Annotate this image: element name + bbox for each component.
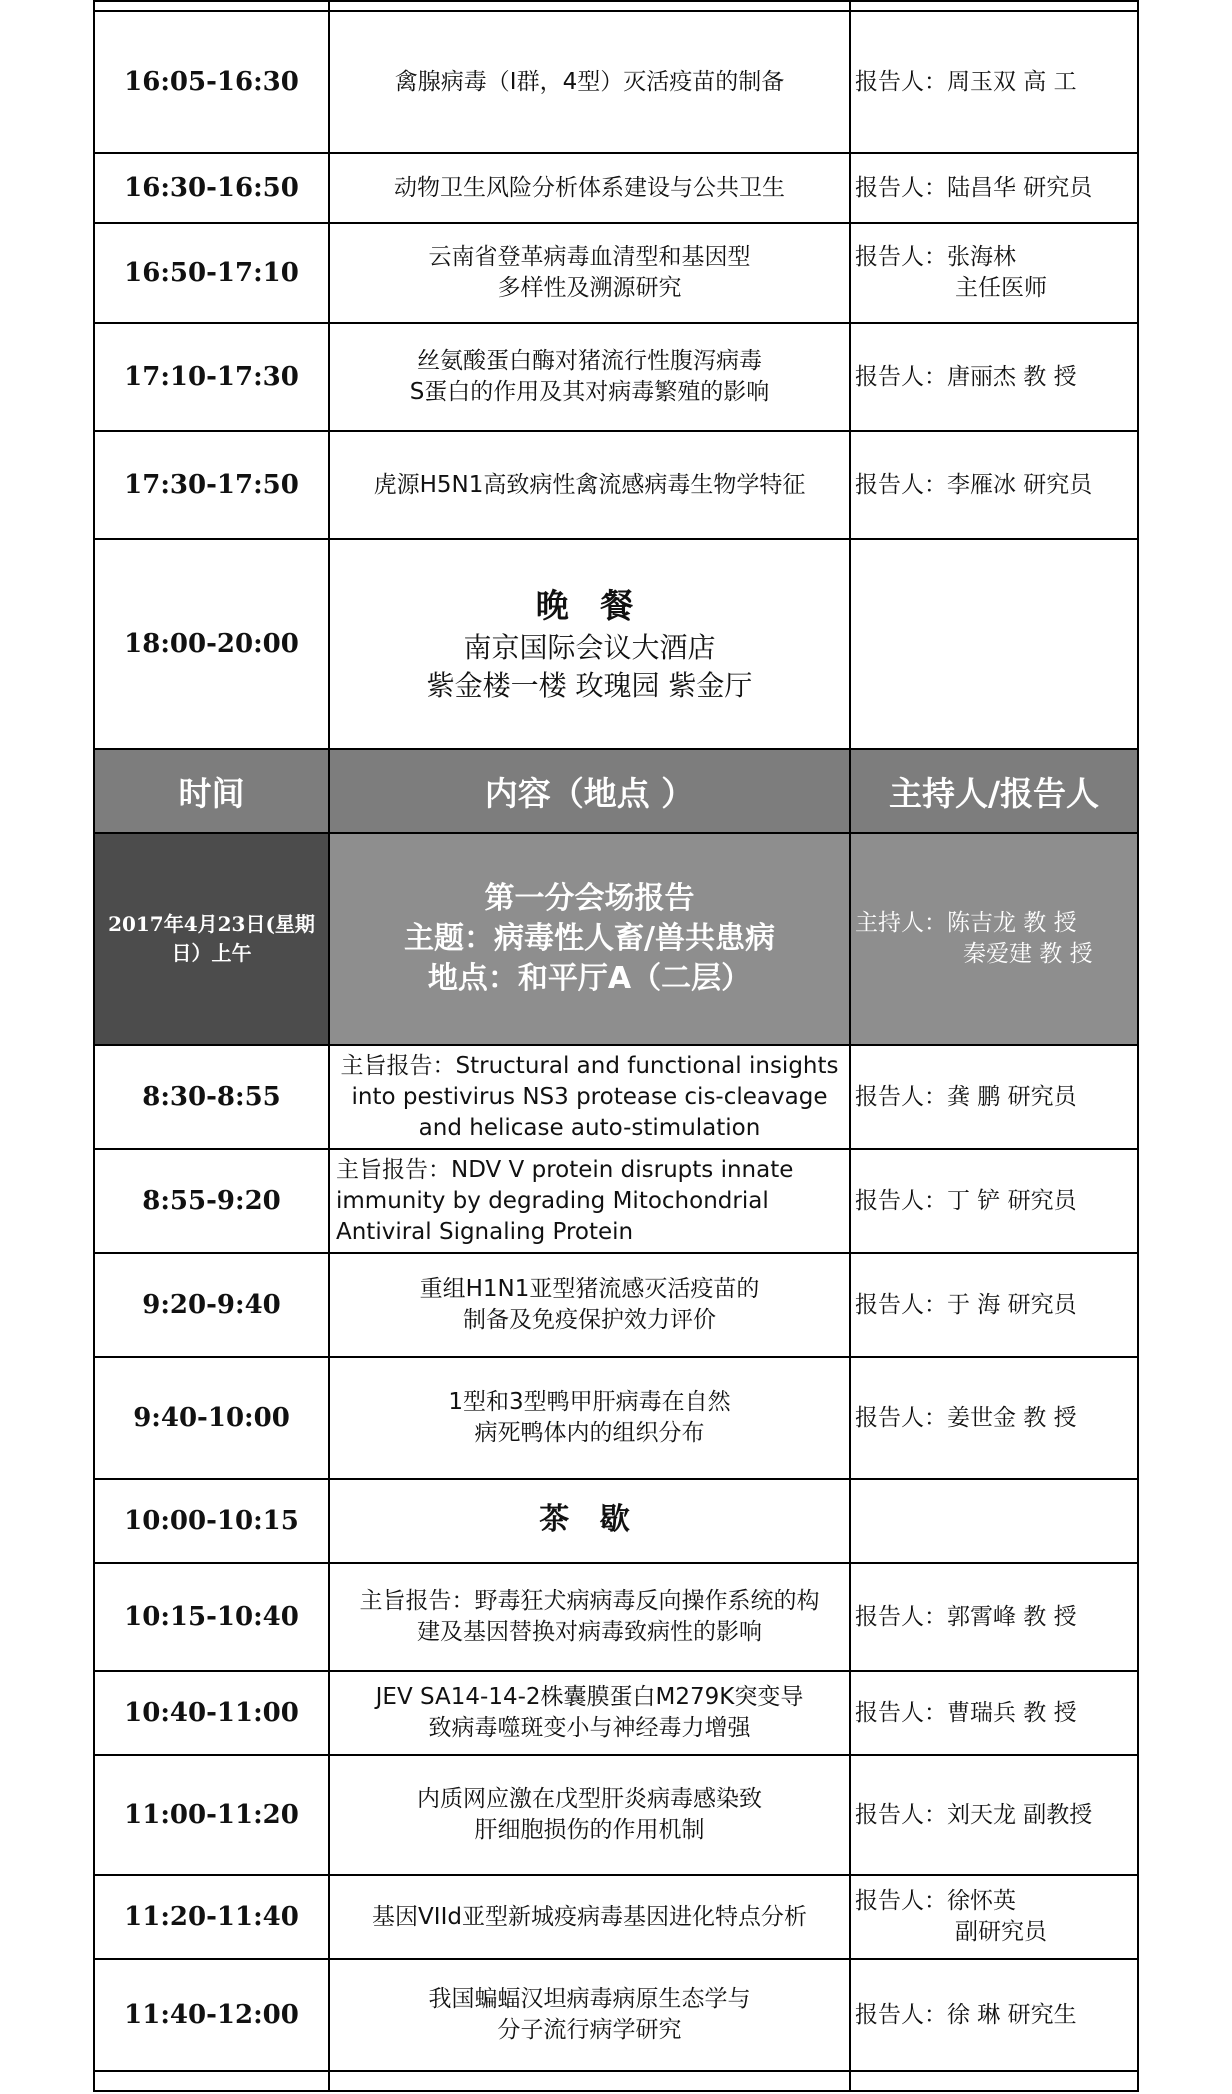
topic-cell: [329, 323, 850, 431]
schedule-row: [94, 1755, 1138, 1875]
speaker-cell: [850, 1045, 1138, 1149]
text-line: 动物卫生风险分析体系建设与公共卫生: [394, 174, 785, 201]
schedule-row: [94, 1875, 1138, 1959]
text-line: immunity by degrading Mitochondrial: [336, 1187, 769, 1214]
time-cell: 16:50-17:10: [94, 223, 329, 323]
session-title-line: 主题：病毒性人畜/兽共患病: [404, 921, 775, 956]
speaker-cell: [850, 1875, 1138, 1959]
topic-cell: [329, 11, 850, 153]
speaker-cell: [850, 223, 1138, 323]
topic-cell: [329, 223, 850, 323]
topic-cell: [329, 153, 850, 223]
topic-cell: [329, 1563, 850, 1671]
schedule-row: [94, 1479, 1138, 1563]
topic-cell: [329, 1875, 850, 1959]
dinner-venue: 南京国际会议大酒店: [463, 631, 716, 664]
text-line: 制备及免疫保护效力评价: [463, 1307, 716, 1333]
speaker-cell: [850, 323, 1138, 431]
text-line: S蛋白的作用及其对病毒繁殖的影响: [409, 379, 770, 405]
time-cell: 17:30-17:50: [94, 431, 329, 539]
time-cell: 18:00-20:00: [94, 539, 329, 749]
time-cell: 11:00-11:20: [94, 1755, 329, 1875]
text-line: 主旨报告：NDV V protein disrupts innate: [336, 1156, 794, 1183]
dinner-row: [94, 539, 1138, 749]
text-line: 报告人：龚 鹏 研究员: [855, 1083, 1077, 1110]
text-line: 报告人：李雁冰 研究员: [855, 471, 1093, 498]
speaker-cell: [850, 431, 1138, 539]
text-line: 报告人：张海林: [855, 244, 1016, 270]
time-cell: 11:40-12:00: [94, 1959, 329, 2071]
text-line: 云南省登革病毒血清型和基因型: [428, 244, 751, 270]
text-line: Antiviral Signaling Protein: [336, 1218, 634, 1245]
schedule-row: [94, 323, 1138, 431]
schedule-row: [94, 1149, 1138, 1253]
table-header-row: [94, 749, 1138, 833]
schedule-row: [94, 1357, 1138, 1479]
speaker-cell: [850, 1755, 1138, 1875]
speaker-cell: [850, 1479, 1138, 1563]
session-title-line: 地点：和平厅A（二层）: [427, 961, 752, 996]
text-line: 重组H1N1亚型猪流感灭活疫苗的: [419, 1276, 760, 1302]
text-line: 副研究员: [955, 1919, 1047, 1945]
text-line: 丝氨酸蛋白酶对猪流行性腹泻病毒: [417, 348, 762, 374]
session-host: [850, 833, 1138, 1045]
topic-cell: [329, 1959, 850, 2071]
speaker-cell: [850, 1959, 1138, 2071]
time-cell: 11:20-11:40: [94, 1875, 329, 1959]
break-cell: [329, 1479, 850, 1563]
text-line: 报告人：刘天龙 副教授: [855, 1801, 1093, 1828]
empty-cell: [850, 539, 1138, 749]
dinner-title: 晚 餐: [535, 586, 644, 625]
schedule-row: [94, 1563, 1138, 1671]
text-line: 1型和3型鸭甲肝病毒在自然: [448, 1389, 731, 1415]
text-line: 报告人：徐 琳 研究生: [855, 2001, 1077, 2028]
text-line: 肝细胞损伤的作用机制: [474, 1817, 705, 1843]
column-header: 主持人/报告人: [850, 749, 1138, 833]
text-line: 主旨报告：Structural and functional insights: [340, 1052, 839, 1079]
text-line: 建及基因替换对病毒致病性的影响: [417, 1619, 762, 1645]
text-line: 虎源H5N1高致病性禽流感病毒生物学特征: [373, 471, 806, 498]
speaker-cell: [850, 11, 1138, 153]
text-line: 内质网应激在戊型肝炎病毒感染致: [417, 1786, 762, 1812]
text-line: 分子流行病学研究: [497, 2017, 682, 2043]
text-line: 报告人：徐怀英: [855, 1888, 1016, 1914]
text-line: into pestivirus NS3 protease cis-cleavage: [351, 1083, 828, 1110]
text-line: 致病毒噬斑变小与神经毒力增强: [428, 1715, 751, 1741]
topic-cell: [329, 1045, 850, 1149]
time-cell: 10:15-10:40: [94, 1563, 329, 1671]
text-line: 我国蝙蝠汉坦病毒病原生态学与: [428, 1986, 751, 2012]
schedule-row: [94, 153, 1138, 223]
time-cell: 16:05-16:30: [94, 11, 329, 153]
schedule-row: [94, 1959, 1138, 2071]
schedule-row: [94, 1253, 1138, 1357]
speaker-cell: [850, 1563, 1138, 1671]
host-line: 秦爱建 教 授: [963, 941, 1093, 967]
dinner-venue: 紫金楼一楼 玫瑰园 紫金厅: [426, 669, 753, 702]
schedule-row: [94, 11, 1138, 153]
time-cell: 9:20-9:40: [94, 1253, 329, 1357]
time-cell: 10:40-11:00: [94, 1671, 329, 1755]
text-line: 多样性及溯源研究: [497, 275, 682, 301]
topic-cell: [329, 1357, 850, 1479]
text-line: JEV SA14-14-2株囊膜蛋白M279K突变导: [375, 1684, 804, 1710]
column-header: 内容（地点 ）: [329, 749, 850, 833]
edge-cell: [850, 2071, 1138, 2091]
speaker-cell: [850, 1149, 1138, 1253]
text-line: 报告人：郭霄峰 教 授: [855, 1603, 1077, 1630]
session-header-row: [94, 833, 1138, 1045]
schedule-table: [93, 0, 1139, 2092]
text-line: 基因VIId亚型新城疫病毒基因进化特点分析: [372, 1903, 807, 1930]
topic-cell: [329, 1755, 850, 1875]
text-line: 报告人：陆昌华 研究员: [855, 174, 1093, 201]
time-cell: 10:00-10:15: [94, 1479, 329, 1563]
schedule-sheet: [93, 0, 1137, 2092]
text-line: 报告人：丁 铲 研究员: [855, 1187, 1077, 1214]
schedule-row: [94, 1045, 1138, 1149]
text-line: 报告人：于 海 研究员: [855, 1291, 1077, 1318]
text-line: 报告人：周玉双 高 工: [855, 68, 1077, 95]
edge-cell: [94, 2071, 329, 2091]
session-title-line: 第一分会场报告: [484, 881, 695, 916]
column-header: 时间: [94, 749, 329, 833]
text-line: 报告人：唐丽杰 教 授: [855, 363, 1077, 390]
text-line: 禽腺病毒（I群，4型）灭活疫苗的制备: [394, 68, 785, 95]
text-line: and helicase auto-stimulation: [418, 1114, 761, 1141]
speaker-cell: [850, 153, 1138, 223]
dinner-cell: [329, 539, 850, 749]
bottom-edge-row: [94, 2071, 1138, 2091]
edge-cell: [329, 2071, 850, 2091]
break-label: 茶 歇: [539, 1502, 640, 1537]
schedule-row: [94, 431, 1138, 539]
host-line: 主持人：陈吉龙 教 授: [855, 910, 1077, 936]
time-cell: 16:30-16:50: [94, 153, 329, 223]
time-cell: 9:40-10:00: [94, 1357, 329, 1479]
text-line: 病死鸭体内的组织分布: [474, 1420, 705, 1446]
session-date: 2017年4月23日(星期日）上午: [94, 833, 329, 1045]
schedule-row: [94, 223, 1138, 323]
text-line: 主任医师: [955, 275, 1047, 301]
speaker-cell: [850, 1671, 1138, 1755]
text-line: 主旨报告：野毒狂犬病病毒反向操作系统的构: [359, 1588, 820, 1614]
topic-cell: [329, 1149, 850, 1253]
speaker-cell: [850, 1253, 1138, 1357]
time-cell: 8:55-9:20: [94, 1149, 329, 1253]
topic-cell: [329, 1253, 850, 1357]
schedule-row: [94, 1671, 1138, 1755]
topic-cell: [329, 431, 850, 539]
speaker-cell: [850, 1357, 1138, 1479]
schedule-body: [94, 1, 1138, 2091]
topic-cell: [329, 1671, 850, 1755]
session-title: [329, 833, 850, 1045]
top-edge-row: [94, 1, 1138, 11]
time-cell: 17:10-17:30: [94, 323, 329, 431]
text-line: 报告人：曹瑞兵 教 授: [855, 1699, 1077, 1726]
time-cell: 8:30-8:55: [94, 1045, 329, 1149]
text-line: 报告人：姜世金 教 授: [855, 1404, 1077, 1431]
